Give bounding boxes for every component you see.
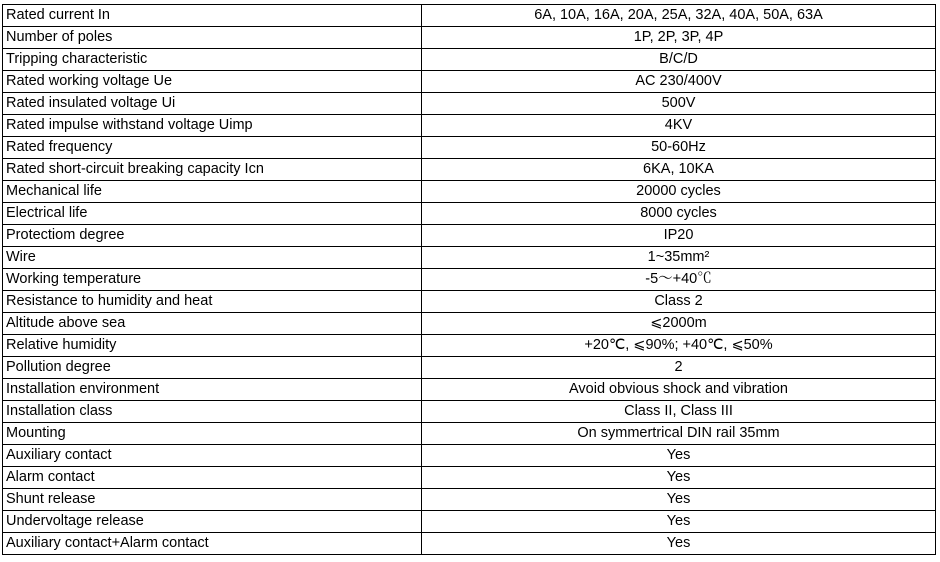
parameter-cell: Number of poles bbox=[3, 27, 422, 49]
value-cell: IP20 bbox=[422, 225, 936, 247]
table-row bbox=[3, 335, 936, 357]
parameter-cell: Wire bbox=[3, 247, 422, 269]
value-cell: 6KA, 10KA bbox=[422, 159, 936, 181]
parameter-cell: Alarm contact bbox=[3, 467, 422, 489]
parameter-cell: Altitude above sea bbox=[3, 313, 422, 335]
parameter-cell: Relative humidity bbox=[3, 335, 422, 357]
table-row bbox=[3, 445, 936, 467]
table-row bbox=[3, 5, 936, 27]
parameter-cell: Installation environment bbox=[3, 379, 422, 401]
value-cell: Class 2 bbox=[422, 291, 936, 313]
value-cell: ⩽2000m bbox=[422, 313, 936, 335]
parameter-cell: Pollution degree bbox=[3, 357, 422, 379]
value-cell: 1~35mm² bbox=[422, 247, 936, 269]
parameter-cell: Auxiliary contact bbox=[3, 445, 422, 467]
value-cell: Yes bbox=[422, 467, 936, 489]
value-cell: Class II, Class III bbox=[422, 401, 936, 423]
value-cell: 500V bbox=[422, 93, 936, 115]
table-row bbox=[3, 225, 936, 247]
parameter-cell: Rated current In bbox=[3, 5, 422, 27]
parameter-cell: Shunt release bbox=[3, 489, 422, 511]
value-cell: B/C/D bbox=[422, 49, 936, 71]
parameter-cell: Rated short-circuit breaking capacity Icn bbox=[3, 159, 422, 181]
table-row bbox=[3, 423, 936, 445]
table-row bbox=[3, 467, 936, 489]
table-row bbox=[3, 291, 936, 313]
table-row bbox=[3, 379, 936, 401]
value-cell: Avoid obvious shock and vibration bbox=[422, 379, 936, 401]
table-row bbox=[3, 533, 936, 555]
value-cell: 1P, 2P, 3P, 4P bbox=[422, 27, 936, 49]
parameter-cell: Protectiom degree bbox=[3, 225, 422, 247]
value-cell: -5～+40℃ bbox=[422, 269, 936, 291]
table-row bbox=[3, 49, 936, 71]
parameter-cell: Rated working voltage Ue bbox=[3, 71, 422, 93]
parameter-cell: Working temperature bbox=[3, 269, 422, 291]
table-row bbox=[3, 489, 936, 511]
parameter-cell: Auxiliary contact+Alarm contact bbox=[3, 533, 422, 555]
table-row bbox=[3, 269, 936, 291]
table-row bbox=[3, 247, 936, 269]
table-row bbox=[3, 313, 936, 335]
table-row bbox=[3, 181, 936, 203]
parameter-cell: Rated insulated voltage Ui bbox=[3, 93, 422, 115]
table-row bbox=[3, 93, 936, 115]
table-row bbox=[3, 71, 936, 93]
table-row bbox=[3, 27, 936, 49]
parameter-cell: Mounting bbox=[3, 423, 422, 445]
value-cell: Yes bbox=[422, 489, 936, 511]
value-cell: 20000 cycles bbox=[422, 181, 936, 203]
value-cell: 8000 cycles bbox=[422, 203, 936, 225]
table-row bbox=[3, 401, 936, 423]
value-cell: 6A, 10A, 16A, 20A, 25A, 32A, 40A, 50A, 63A bbox=[422, 5, 936, 27]
parameter-cell: Resistance to humidity and heat bbox=[3, 291, 422, 313]
value-cell: +20℃, ⩽90%; +40℃, ⩽50% bbox=[422, 335, 936, 357]
value-cell: Yes bbox=[422, 533, 936, 555]
table-row bbox=[3, 159, 936, 181]
parameter-cell: Tripping characteristic bbox=[3, 49, 422, 71]
parameter-cell: Undervoltage release bbox=[3, 511, 422, 533]
value-cell: AC 230/400V bbox=[422, 71, 936, 93]
table-row bbox=[3, 203, 936, 225]
table-row bbox=[3, 511, 936, 533]
parameter-cell: Electrical life bbox=[3, 203, 422, 225]
value-cell: Yes bbox=[422, 445, 936, 467]
table-row bbox=[3, 137, 936, 159]
parameter-cell: Installation class bbox=[3, 401, 422, 423]
parameter-cell: Mechanical life bbox=[3, 181, 422, 203]
specification-table bbox=[2, 4, 936, 555]
value-cell: On symmertrical DIN rail 35mm bbox=[422, 423, 936, 445]
value-cell: Yes bbox=[422, 511, 936, 533]
table-row bbox=[3, 357, 936, 379]
table-row bbox=[3, 115, 936, 137]
parameter-cell: Rated frequency bbox=[3, 137, 422, 159]
value-cell: 2 bbox=[422, 357, 936, 379]
value-cell: 4KV bbox=[422, 115, 936, 137]
parameter-cell: Rated impulse withstand voltage Uimp bbox=[3, 115, 422, 137]
value-cell: 50-60Hz bbox=[422, 137, 936, 159]
